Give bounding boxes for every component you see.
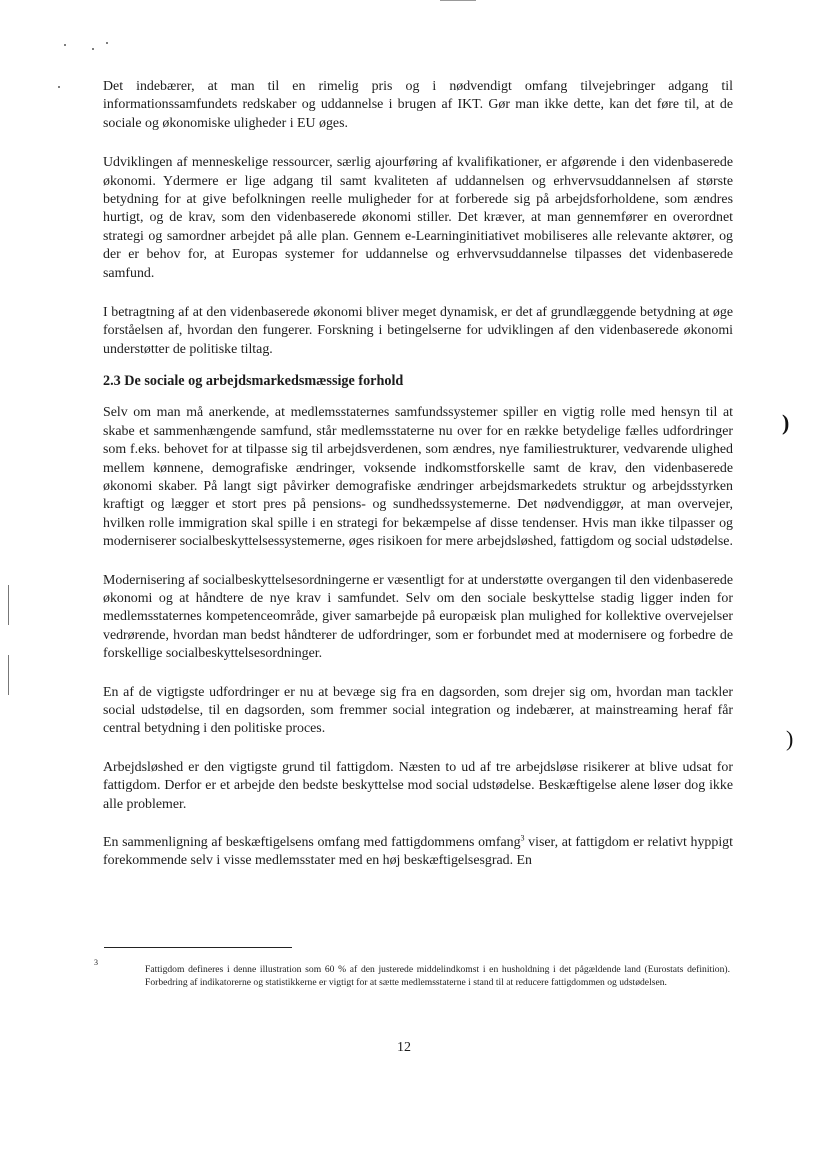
section-heading: 2.3 De sociale og arbejdsmarkedsmæssige forhold [103,373,404,390]
body-text [103,78,733,871]
margin-bracket-mark: ) [786,726,794,751]
scan-artifact-line [440,0,476,1]
page-number: 12 [397,1040,411,1055]
scan-edge-line [8,655,9,695]
footnote-marker: 3 [94,958,98,967]
paragraph-with-footnote [103,834,733,871]
scan-edge-line [8,585,9,625]
paragraph: Udviklingen af menneskelige ressourcer, særlig ajourføring af kvalifikationer, er afgørende i den videnbaserede økonomi. Ydermere er lige adgang til samt kvaliteten af uddannelsen og erhvervsuddannelsen af største betydning for at give befolkningen reelle muligheder for at forberede sig på arbejdsforholdene, som ændres hurtigt, og de krav, som den videnbaserede økonomi stiller. Det kræver, at man gennemfører en overordnet strategi og samordner arbejdet på alle plan. Gennem e-Learninginitiativet mobiliseres alle relevante aktører, og der er behov for, at Europas systemer for uddannelse og erhvervsuddannelse tilpasses det videnbaserede samfund. [103,155,733,281]
paragraph: Selv om man må anerkende, at medlemsstaternes samfundssystemer spiller en vigtig rolle med hensyn til at skabe et sammenhængende samfund, står medlemsstaterne nu over for en række betydelige fælles udfordringer som f.eks. behovet for at tilpasse sig til arbejdsverdenen, som ændres, nye familiestrukturer, vedvarende ulighed mellem kønnene, demografiske ændringer, voksende indkomstforskelle samt de krav, den videnbaserede økonomi skaber. På langt sigt påvirker demografiske ændringer arbejdsmarkedets struktur og arbejdsstyrken kraftigt og lægger et stort pres på pensions- og sundhedssystemerne. Det nødvendiggør, at man overvejer, hvilken rolle immigration skal spille i en strategi for bekæmpelse af disse tendenser. Hvis man ikke tilpasser og moderniserer socialbeskyttelsessystemerne, øges risikoen for mere arbejdsløshed, fattigdom og social udstødelse. [103,405,733,550]
footnote-reference: 3 [520,833,525,843]
scan-speck [58,86,60,88]
paragraph-text: En sammenligning af beskæftigelsens omfang med fattigdommens omfang [103,835,521,850]
scan-speck [64,44,66,46]
footnote-separator [104,947,292,948]
paragraph-text: viser, at fattigdom er relativt hyppigt forekommende selv i visse medlemsstater med en høj beskæftigelsesgrad. En [103,835,733,869]
scan-speck [106,42,108,44]
scan-speck [92,48,94,50]
paragraph: Arbejdsløshed er den vigtigste grund til fattigdom. Næsten to ud af tre arbejdsløse risikerer at blive udsat for fattigdom. Derfor er et arbejde den bedste beskyttelse mod social udstødelse. Beskæftigelse alene løser dog ikke alle problemer. [103,759,733,812]
paragraph: Det indebærer, at man til en rimelig pris og i nødvendigt omfang tilvejebringer adgang til informationssamfundets redskaber og uddannelse i brugen af IKT. Gør man ikke dette, kan det føre til, at de sociale og økonomiske uligheder i EU øges. [103,79,733,131]
paragraph: I betragtning af at den videnbaserede økonomi bliver meget dynamisk, er det af grundlæggende betydning at øge forståelsen af, hvordan den fungerer. Forskning i betingelserne for udviklingen af den videnbaserede økonomi understøtter de politiske tiltag. [103,305,733,357]
paragraph: En af de vigtigste udfordringer er nu at bevæge sig fra en dagsorden, som drejer sig om, hvordan man tackler social udstødelse, til en dagsorden, som fremmer social integration og indebærer, at mainstreaming heraf får central betydning i den politiske proces. [103,684,733,737]
footnote-text: Fattigdom defineres i denne illustration som 60 % af den justerede middelindkomst i en husholdning i det pågældende land (Eurostats definition). Forbedring af indikatorerne og statistikkerne er vigtigt for at sætte medlemsstaterne i stand til at reducere fattigdommen og udstødelsen. [145,964,730,988]
paragraph: Modernisering af socialbeskyttelsesordningerne er væsentligt for at understøtte overgangen til den videnbaserede økonomi og at håndtere de nye krav i samfundet. Selv om den sociale beskyttelse stadig ligger inden for medlemsstaternes kompetenceområde, giver samarbejde på europæisk plan mulighed for kollektive overvejelser vedrørende, hvordan man bedst håndterer de udfordringer, som er forbundet med at modernisere og forbedre de forskellige socialbeskyttelsesordninger. [103,572,733,662]
margin-bracket-mark: ) [782,410,790,435]
